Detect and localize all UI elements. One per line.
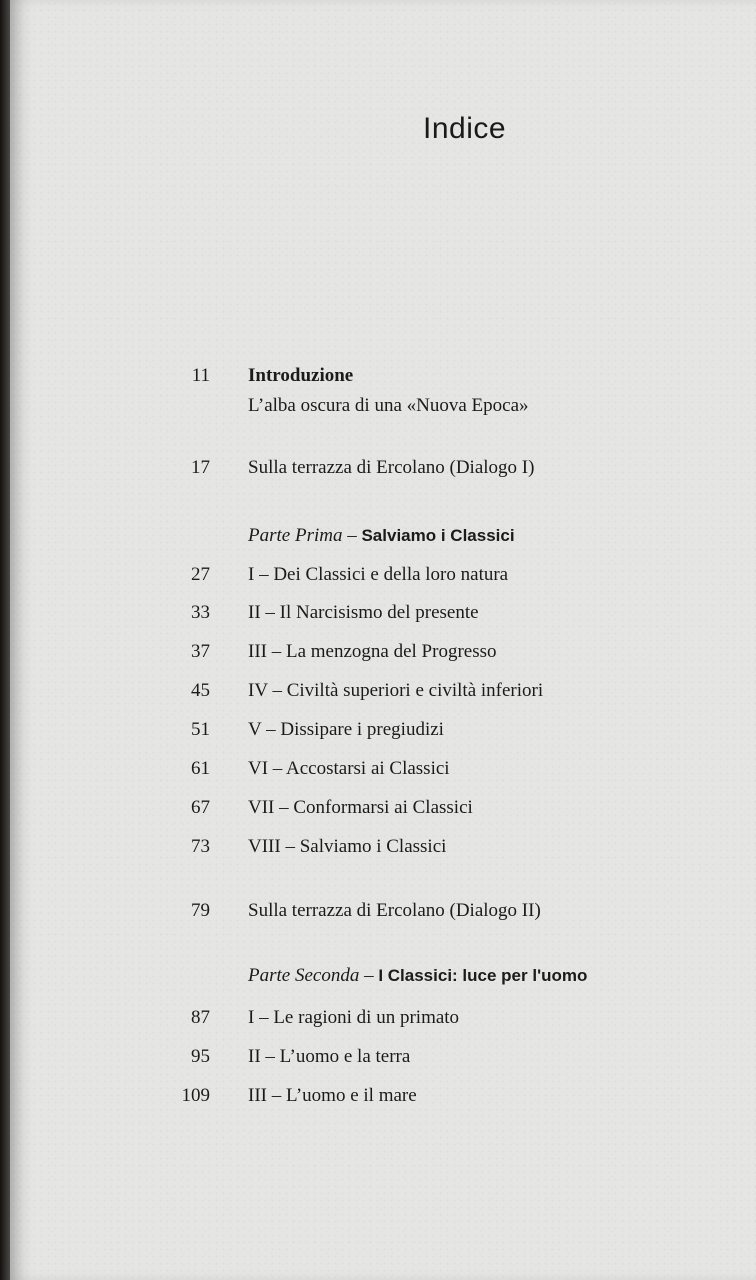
toc-entry — [10, 718, 756, 748]
page-number: 73 — [191, 836, 210, 857]
page-number: 109 — [181, 1085, 210, 1106]
page-number: 11 — [191, 365, 210, 386]
toc-entry — [10, 757, 756, 787]
toc-entry — [10, 640, 756, 670]
part-separator: – — [359, 965, 379, 986]
part-heading-1 — [10, 524, 756, 554]
entry-title: VI – Accostarsi ai Classici — [248, 758, 450, 779]
part-heading-text — [248, 964, 587, 988]
part-title: Salviamo i Classici — [361, 526, 515, 545]
entry-title: V – Dissipare i pregiudizi — [248, 719, 444, 740]
toc-entry — [10, 563, 756, 593]
page-number: 17 — [191, 457, 210, 478]
toc-entry — [10, 679, 756, 709]
entry-title: Sulla terrazza di Ercolano (Dialogo II) — [248, 900, 541, 921]
toc-entry — [10, 1006, 756, 1036]
page-number: 51 — [191, 719, 210, 740]
entry-title: III – L’uomo e il mare — [248, 1085, 417, 1106]
page-number: 79 — [191, 900, 210, 921]
part-heading-text — [248, 524, 515, 548]
entry-title: III – La menzogna del Progresso — [248, 641, 497, 662]
entry-title: II – Il Narcisismo del presente — [248, 602, 479, 623]
toc-entry-dialogo-2 — [10, 899, 756, 929]
entry-title: I – Dei Classici e della loro natura — [248, 564, 509, 585]
page-number: 95 — [191, 1046, 210, 1067]
toc-entry — [10, 601, 756, 631]
page-number: 87 — [191, 1007, 210, 1028]
page-number: 37 — [191, 641, 210, 662]
toc-entry — [10, 796, 756, 826]
entry-title: VII – Conformarsi ai Classici — [248, 797, 473, 818]
part-title: I Classici: luce per l'uomo — [378, 966, 588, 985]
entry-subtitle: L’alba oscura di una «Nuova Epoca» — [248, 395, 529, 416]
book-page — [10, 0, 756, 1280]
page-number: 33 — [191, 602, 210, 623]
page-title: Indice — [423, 112, 507, 145]
entry-title: Introduzione — [248, 365, 354, 386]
book-spine-edge — [0, 0, 10, 1280]
entry-title: Sulla terrazza di Ercolano (Dialogo I) — [248, 457, 535, 478]
page-number: 61 — [191, 758, 210, 779]
part-heading-2 — [10, 964, 756, 994]
toc-entry-dialogo-1 — [10, 456, 756, 486]
entry-title: I – Le ragioni di un primato — [248, 1007, 460, 1028]
part-separator: – — [342, 525, 362, 546]
page-number: 45 — [191, 680, 210, 701]
part-label: Parte Seconda — [248, 965, 360, 986]
toc-entry — [10, 835, 756, 865]
part-label: Parte Prima — [248, 525, 343, 546]
toc-entry — [10, 1084, 756, 1114]
entry-title: VIII – Salviamo i Classici — [248, 836, 447, 857]
page-number: 67 — [191, 797, 210, 818]
entry-title: II – L’uomo e la terra — [248, 1046, 411, 1067]
toc-entry-introduction — [10, 364, 756, 424]
entry-title: IV – Civiltà superiori e civiltà inferiori — [248, 680, 544, 701]
toc-entry — [10, 1045, 756, 1075]
page-number: 27 — [191, 564, 210, 585]
